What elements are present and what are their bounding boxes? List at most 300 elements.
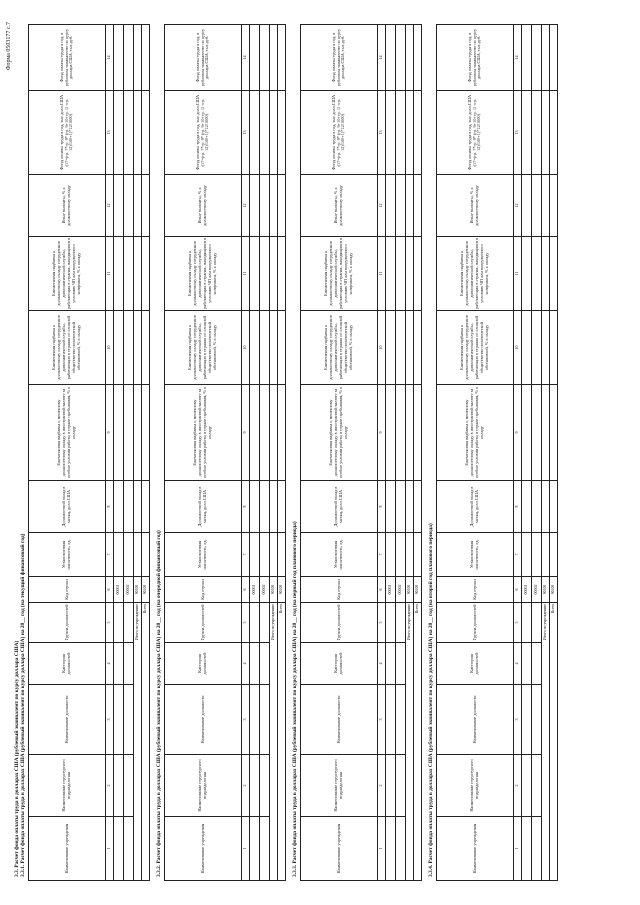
fund-table: [436, 24, 558, 881]
table-cell: [396, 481, 406, 533]
total-cell: [278, 533, 286, 577]
summary-cell: [406, 311, 414, 385]
column-number: 3: [242, 685, 250, 755]
summary-code: 90100: [542, 577, 550, 603]
column-number: 1: [514, 817, 522, 881]
column-number: 4: [378, 643, 386, 685]
column-header: Ежемесячная надбавка к должностному окладу сотрудников дипломатической службы, работающих в странах со сложной общественно-политической обстановкой, % к окладу: [437, 311, 514, 385]
summary-cell: [134, 175, 142, 237]
section-title: 3.3. Расчет фонда оплаты труда в долларах США (рублевый эквивалент по курсу доллара США) 3.3.1. Расчет фонда оплаты труда в долларах США (рублевый эквивалент по курсу доллара США) на 20__ год (на текущий финансовый год): [14, 533, 26, 877]
table-cell: [250, 175, 260, 237]
table-cell: [522, 817, 532, 881]
table-cell: [396, 603, 406, 643]
column-number: 9: [514, 385, 522, 481]
table-cell: [396, 175, 406, 237]
column-header: Код строки: [301, 577, 378, 603]
total-cell: [550, 385, 558, 481]
table-cell: [114, 481, 124, 533]
table-cell: [250, 533, 260, 577]
column-number: 2: [106, 755, 114, 817]
column-number: 7: [378, 533, 386, 577]
total-cell: [142, 25, 150, 91]
column-header: Наименование структурного подразделения: [165, 755, 242, 817]
column-header: Фонд оплаты труда в год, тыс.долл.США (17=(гр. 7*гр. 8* (гр. 9+10+гр. 11+гр. 12)/100+1)*12/1000): [165, 91, 242, 175]
table-cell: [396, 817, 406, 881]
table-cell: [114, 643, 124, 685]
table-cell: [532, 643, 542, 685]
column-number: 7: [514, 533, 522, 577]
summary-code: 90100: [134, 577, 142, 603]
column-header: Категория должностей: [301, 643, 378, 685]
column-number: 3: [378, 685, 386, 755]
column-header: Фонд оплаты труда в год, в рублевом эквиваленте по курсу доллара США, тыс.руб.: [29, 25, 106, 91]
column-header: Ежемесячная надбавка к должностному окладу сотрудников дипломатической службы, работающих в странах со сложной общественно-политической обстановкой, % к окладу: [165, 311, 242, 385]
column-number: 1: [106, 817, 114, 881]
total-cell: [414, 237, 422, 311]
table-cell: [522, 603, 532, 643]
column-number: 13: [378, 91, 386, 175]
table-cell: [114, 533, 124, 577]
summary-cell: [270, 533, 278, 577]
column-number: 10: [514, 311, 522, 385]
table-cell: [250, 311, 260, 385]
total-cell: [278, 175, 286, 237]
table-cell: [250, 755, 260, 817]
column-number-row: [514, 25, 522, 881]
table-cell: [386, 25, 396, 91]
summary-code: 90100: [270, 577, 278, 603]
table-cell: [260, 175, 270, 237]
table-cell: [532, 385, 542, 481]
table-cell: [124, 685, 134, 755]
table-cell: [250, 237, 260, 311]
column-number: 14: [106, 25, 114, 91]
column-number: 4: [106, 643, 114, 685]
summary-cell: [542, 175, 550, 237]
column-header: Должностной оклад в месяц, долл.США: [437, 481, 514, 533]
table-cell: [114, 25, 124, 91]
table-cell: [124, 817, 134, 881]
column-number: 14: [514, 25, 522, 91]
total-label: Всего: [142, 603, 150, 881]
table-cell: [532, 91, 542, 175]
column-number: 10: [242, 311, 250, 385]
summary-cell: [542, 237, 550, 311]
table-cell: [532, 481, 542, 533]
table-cell: [250, 385, 260, 481]
total-label: Всего: [550, 603, 558, 881]
summary-cell: [406, 481, 414, 533]
table-cell: [532, 175, 542, 237]
total-cell: [278, 385, 286, 481]
column-header: Должностной оклад в месяц, долл.США: [301, 481, 378, 533]
table-cell: [532, 311, 542, 385]
column-number: 5: [106, 603, 114, 643]
total-cell: [550, 311, 558, 385]
column-header: Ежемесячная надбавка к должностному окладу сотрудников дипломатической службы, работающих в странах, находящихся в условиях ЧП или вооруженного конфликта, % к окладу: [437, 237, 514, 311]
section-title: 3.3.3. Расчет фонда оплаты труда в долларах США (рублевый эквивалент по курсу доллара США) на 20__ год (на первый год планового периода): [292, 521, 298, 877]
total-cell: [414, 91, 422, 175]
total-code: 90100: [414, 577, 422, 603]
summary-label: Итого по учреждению: [270, 603, 278, 881]
summary-cell: [542, 91, 550, 175]
column-number: 11: [242, 237, 250, 311]
table-cell: [114, 237, 124, 311]
column-number: 2: [242, 755, 250, 817]
table-cell: [250, 25, 260, 91]
table-cell: [522, 25, 532, 91]
table-cell: [396, 311, 406, 385]
column-number: 12: [242, 175, 250, 237]
total-cell: [414, 533, 422, 577]
column-number: 5: [514, 603, 522, 643]
table-cell: [396, 643, 406, 685]
section-title: 3.3.4. Расчет фонда оплаты труда в долларах США (рублевый эквивалент по курсу доллара США) на 20__ год (на второй год планового периода): [428, 523, 434, 877]
column-header: Категория должностей: [437, 643, 514, 685]
column-number: 1: [378, 817, 386, 881]
table-cell: [124, 311, 134, 385]
header-row: [165, 25, 242, 881]
table-cell: [522, 755, 532, 817]
column-header: Ежемесячная надбавка к месячному должностному окладу в иностранной валюте за особые условия работы в стране пребывания, % к окладу: [165, 385, 242, 481]
summary-cell: [542, 385, 550, 481]
summary-cell: [406, 91, 414, 175]
summary-cell: [542, 25, 550, 91]
table-cell: [124, 25, 134, 91]
row-code: 00002: [260, 577, 270, 603]
table-cell: [396, 25, 406, 91]
summary-cell: [270, 481, 278, 533]
column-header: Иные выплаты, % к должностному окладу: [29, 175, 106, 237]
table-cell: [114, 311, 124, 385]
summary-label: Итого по учреждению: [406, 603, 414, 881]
table-row: [532, 25, 542, 881]
summary-row: [134, 25, 142, 881]
table-section: [14, 28, 150, 881]
column-number: 7: [106, 533, 114, 577]
table-cell: [386, 91, 396, 175]
column-header: Наименование должности: [301, 685, 378, 755]
table-cell: [250, 817, 260, 881]
table-row: [260, 25, 270, 881]
column-number: 5: [378, 603, 386, 643]
column-number: 6: [242, 577, 250, 603]
column-header: Наименование структурного подразделения: [301, 755, 378, 817]
table-cell: [124, 237, 134, 311]
table-cell: [124, 533, 134, 577]
column-header: Группа должностей: [165, 603, 242, 643]
total-row: [550, 25, 558, 881]
total-code: 90100: [142, 577, 150, 603]
table-cell: [386, 481, 396, 533]
total-row: [414, 25, 422, 881]
total-label: Всего: [278, 603, 286, 881]
table-row: [114, 25, 124, 881]
column-header: Ежемесячная надбавка к должностному окладу сотрудников дипломатической службы, работающих в странах со сложной общественно-политической обстановкой, % к окладу: [29, 311, 106, 385]
total-cell: [550, 533, 558, 577]
table-cell: [386, 533, 396, 577]
row-code: 00002: [532, 577, 542, 603]
summary-cell: [134, 533, 142, 577]
summary-row: [406, 25, 414, 881]
total-cell: [550, 481, 558, 533]
table-cell: [386, 685, 396, 755]
table-cell: [250, 685, 260, 755]
table-cell: [532, 817, 542, 881]
column-number: 8: [242, 481, 250, 533]
table-row: [124, 25, 134, 881]
table-cell: [260, 643, 270, 685]
column-number-row: [378, 25, 386, 881]
column-number: 6: [378, 577, 386, 603]
column-header: Установленная численность, ед.: [29, 533, 106, 577]
total-cell: [414, 25, 422, 91]
summary-label: Итого по учреждению: [134, 603, 142, 881]
summary-row: [270, 25, 278, 881]
column-header: Наименование должности: [165, 685, 242, 755]
summary-cell: [134, 91, 142, 175]
table-cell: [260, 685, 270, 755]
header-row: [29, 25, 106, 881]
total-cell: [142, 385, 150, 481]
column-header: Фонд оплаты труда в год, тыс.долл.США (17=(гр. 7*гр. 8* (гр. 9+10+гр. 11+гр. 12)/100+1)*12/1000): [437, 91, 514, 175]
column-header: Группа должностей: [29, 603, 106, 643]
column-number-row: [242, 25, 250, 881]
row-code: 00002: [124, 577, 134, 603]
total-cell: [142, 481, 150, 533]
table-cell: [386, 817, 396, 881]
table-cell: [114, 603, 124, 643]
row-code: 00001: [386, 577, 396, 603]
column-number: 10: [106, 311, 114, 385]
column-header: Группа должностей: [301, 603, 378, 643]
summary-cell: [134, 25, 142, 91]
table-cell: [114, 91, 124, 175]
table-cell: [260, 385, 270, 481]
table-cell: [522, 91, 532, 175]
table-cell: [532, 533, 542, 577]
table-section: [428, 28, 558, 881]
table-cell: [260, 25, 270, 91]
column-number: 9: [106, 385, 114, 481]
table-cell: [260, 755, 270, 817]
column-number: 6: [106, 577, 114, 603]
column-number: 13: [514, 91, 522, 175]
column-number: 4: [242, 643, 250, 685]
row-code: 00001: [114, 577, 124, 603]
table-cell: [386, 755, 396, 817]
table-cell: [124, 91, 134, 175]
column-number: 13: [106, 91, 114, 175]
total-row: [142, 25, 150, 881]
total-cell: [278, 91, 286, 175]
table-cell: [260, 311, 270, 385]
summary-cell: [270, 91, 278, 175]
total-cell: [550, 91, 558, 175]
column-header: Ежемесячная надбавка к должностному окладу сотрудников дипломатической службы, работающих в странах, находящихся в условиях ЧП или вооруженного конфликта, % к окладу: [301, 237, 378, 311]
column-header: Ежемесячная надбавка к должностному окладу сотрудников дипломатической службы, работающих в странах со сложной общественно-политической обстановкой, % к окладу: [301, 311, 378, 385]
column-header: Наименование учреждения: [301, 817, 378, 881]
column-header: Должностной оклад в месяц, долл.США: [29, 481, 106, 533]
table-cell: [386, 311, 396, 385]
summary-cell: [406, 25, 414, 91]
table-cell: [396, 91, 406, 175]
fund-table: [300, 24, 422, 881]
summary-cell: [406, 175, 414, 237]
table-cell: [386, 237, 396, 311]
table-cell: [250, 643, 260, 685]
summary-cell: [134, 481, 142, 533]
column-number: 1: [242, 817, 250, 881]
row-code: 00002: [396, 577, 406, 603]
total-cell: [142, 91, 150, 175]
column-number: 14: [378, 25, 386, 91]
table-cell: [396, 533, 406, 577]
table-cell: [250, 603, 260, 643]
column-header: Наименование учреждения: [29, 817, 106, 881]
summary-cell: [542, 533, 550, 577]
column-number: 9: [378, 385, 386, 481]
column-number: 5: [242, 603, 250, 643]
summary-cell: [134, 385, 142, 481]
column-header: Иные выплаты, % к должностному окладу: [301, 175, 378, 237]
column-header: Ежемесячная надбавка к должностному окладу сотрудников дипломатической службы, работающих в странах, находящихся в условиях ЧП или вооруженного конфликта, % к окладу: [165, 237, 242, 311]
column-header: Фонд оплаты труда в год, в рублевом эквиваленте по курсу доллара США, тыс.руб.: [301, 25, 378, 91]
column-header: Фонд оплаты труда в год, в рублевом эквиваленте по курсу доллара США, тыс.руб.: [437, 25, 514, 91]
table-cell: [250, 91, 260, 175]
total-cell: [142, 311, 150, 385]
table-cell: [260, 91, 270, 175]
total-cell: [550, 175, 558, 237]
header-row: [301, 25, 378, 881]
table-row: [250, 25, 260, 881]
column-header: Код строки: [29, 577, 106, 603]
table-cell: [522, 311, 532, 385]
summary-cell: [542, 311, 550, 385]
column-number: 7: [242, 533, 250, 577]
table-cell: [114, 175, 124, 237]
table-row: [386, 25, 396, 881]
table-row: [396, 25, 406, 881]
table-cell: [522, 685, 532, 755]
summary-row: [542, 25, 550, 881]
column-number: 14: [242, 25, 250, 91]
table-section: [292, 28, 422, 881]
column-number: 4: [514, 643, 522, 685]
summary-cell: [542, 481, 550, 533]
column-header: Ежемесячная надбавка к месячному должностному окладу в иностранной валюте за особые условия работы в стране пребывания, % к окладу: [301, 385, 378, 481]
column-number: 8: [378, 481, 386, 533]
table-section: [156, 28, 286, 881]
column-header: Наименование учреждения: [437, 817, 514, 881]
total-cell: [278, 311, 286, 385]
column-header: Должностной оклад в месяц, долл.США: [165, 481, 242, 533]
total-code: 90100: [278, 577, 286, 603]
column-number: 3: [106, 685, 114, 755]
table-cell: [124, 385, 134, 481]
column-header: Установленная численность, ед.: [301, 533, 378, 577]
column-header: Фонд оплаты труда в год, в рублевом эквиваленте по курсу доллара США, тыс.руб.: [165, 25, 242, 91]
column-number-row: [106, 25, 114, 881]
section-title: 3.3.2. Расчет фонда оплаты труда в долларах США (рублевый эквивалент по курсу доллара США) на 20__ год (на очередной финансовый год): [156, 530, 162, 877]
table-cell: [124, 481, 134, 533]
column-number: 9: [242, 385, 250, 481]
column-header: Фонд оплаты труда в год, тыс.долл.США (17=(гр. 7*гр. 8* (гр. 9+10+гр. 11+гр. 12)/100+1)*12/1000): [301, 91, 378, 175]
total-cell: [142, 533, 150, 577]
fund-table: [28, 24, 150, 881]
table-cell: [260, 237, 270, 311]
column-header: Установленная численность, ед.: [437, 533, 514, 577]
table-cell: [114, 385, 124, 481]
total-code: 90100: [550, 577, 558, 603]
table-cell: [532, 603, 542, 643]
summary-cell: [270, 237, 278, 311]
column-header: Иные выплаты, % к должностному окладу: [165, 175, 242, 237]
column-number: 11: [378, 237, 386, 311]
table-cell: [386, 385, 396, 481]
column-number: 11: [106, 237, 114, 311]
header-row: [437, 25, 514, 881]
table-cell: [260, 481, 270, 533]
column-header: Код строки: [165, 577, 242, 603]
column-number: 11: [514, 237, 522, 311]
column-header: Группа должностей: [437, 603, 514, 643]
column-header: Категория должностей: [165, 643, 242, 685]
table-cell: [124, 175, 134, 237]
summary-cell: [134, 237, 142, 311]
table-cell: [522, 385, 532, 481]
table-cell: [114, 685, 124, 755]
table-cell: [532, 685, 542, 755]
total-cell: [550, 25, 558, 91]
total-cell: [414, 311, 422, 385]
column-number: 2: [514, 755, 522, 817]
table-cell: [532, 237, 542, 311]
summary-cell: [406, 385, 414, 481]
column-number: 8: [106, 481, 114, 533]
column-header: Наименование должности: [29, 685, 106, 755]
table-cell: [396, 237, 406, 311]
total-cell: [142, 175, 150, 237]
column-header: Наименование структурного подразделения: [437, 755, 514, 817]
total-row: [278, 25, 286, 881]
table-cell: [522, 643, 532, 685]
total-cell: [414, 481, 422, 533]
summary-cell: [270, 385, 278, 481]
table-cell: [260, 603, 270, 643]
table-cell: [124, 755, 134, 817]
table-cell: [522, 175, 532, 237]
column-header: Наименование структурного подразделения: [29, 755, 106, 817]
total-cell: [278, 25, 286, 91]
total-cell: [414, 175, 422, 237]
table-cell: [386, 603, 396, 643]
total-cell: [414, 385, 422, 481]
column-header: Наименование должности: [437, 685, 514, 755]
summary-code: 90100: [406, 577, 414, 603]
table-cell: [124, 603, 134, 643]
table-cell: [114, 755, 124, 817]
table-cell: [124, 643, 134, 685]
column-header: Ежемесячная надбавка к должностному окладу сотрудников дипломатической службы, работающих в странах, находящихся в условиях ЧП или вооруженного конфликта, % к окладу: [29, 237, 106, 311]
table-cell: [532, 25, 542, 91]
column-header: Ежемесячная надбавка к месячному должностному окладу в иностранной валюте за особые условия работы в стране пребывания, % к окладу: [29, 385, 106, 481]
summary-cell: [406, 237, 414, 311]
column-number: 3: [514, 685, 522, 755]
summary-cell: [134, 311, 142, 385]
column-number: 12: [514, 175, 522, 237]
column-number: 10: [378, 311, 386, 385]
